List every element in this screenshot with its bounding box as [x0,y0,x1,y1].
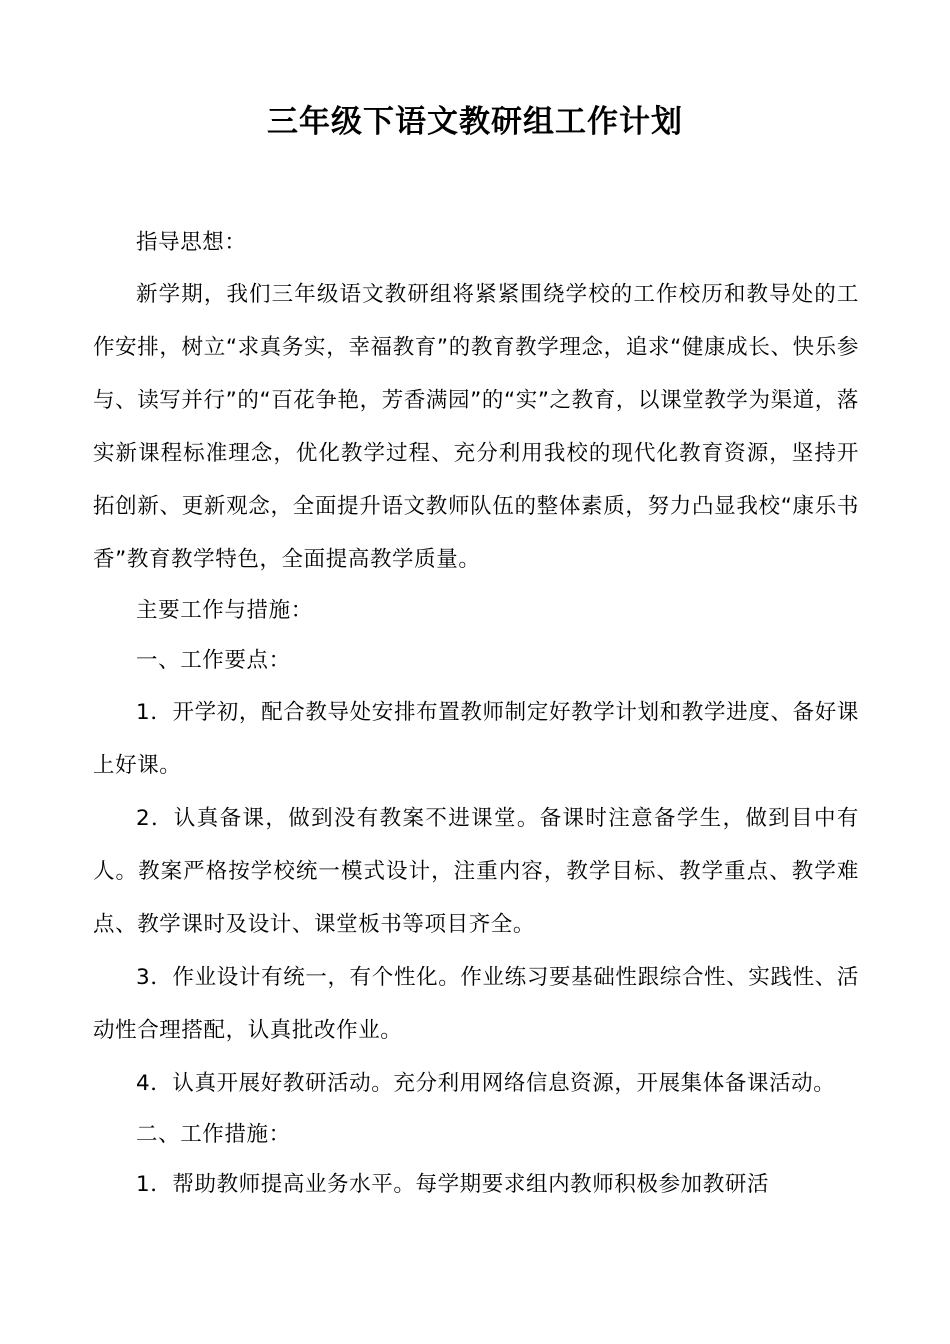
paragraph-section-two-heading: 二、工作措施： [136,1122,291,1147]
paragraph-guiding-content: 新学期，我们三年级语文教研组将紧紧围绕学校的工作校历和教导处的工作安排，树立“求真务实，幸福教育”的教育教学理念，追求“健康成长、快乐参与、读写并行”的“百花争艳，芳香满园”的“实”之教育，以课堂教学为渠道，落实新课程标准理念，优化教学过程、充分利用我校的现代化教育资源，坚持开拓创新、更新观念，全面提升语文教师队伍的整体素质，努力凸显我校“康乐书香”教育教学特色，全面提高教学质量。 [93,282,859,572]
document-title: 三年级下语文教研组工作计划 [267,104,683,140]
paragraph-point-1: 1．开学初，配合教导处安排布置教师制定好教学计划和教学进度、备好课上好课。 [93,700,859,778]
paragraph-section-one-heading: 一、工作要点： [136,648,291,673]
paragraph-main-work-heading: 主要工作与措施： [136,598,313,623]
document-body [93,218,859,1210]
paragraph-point-2: 2．认真备课，做到没有教案不进课堂。备课时注意备学生，做到目中有人。教案严格按学校统一模式设计，注重内容，教学目标、教学重点、教学难点、教学课时及设计、课堂板书等项目齐全。 [93,806,859,937]
paragraph-point-3: 3．作业设计有统一，有个性化。作业练习要基础性跟综合性、实践性、活动性合理搭配，认真批改作业。 [93,965,859,1043]
paragraph-guiding-heading: 指导思想： [136,230,247,255]
paragraph-point-4: 4．认真开展好教研活动。充分利用网络信息资源，开展集体备课活动。 [136,1071,836,1096]
paragraph-measure-1: 1．帮助教师提高业务水平。每学期要求组内教师积极参加教研活 [136,1172,770,1197]
